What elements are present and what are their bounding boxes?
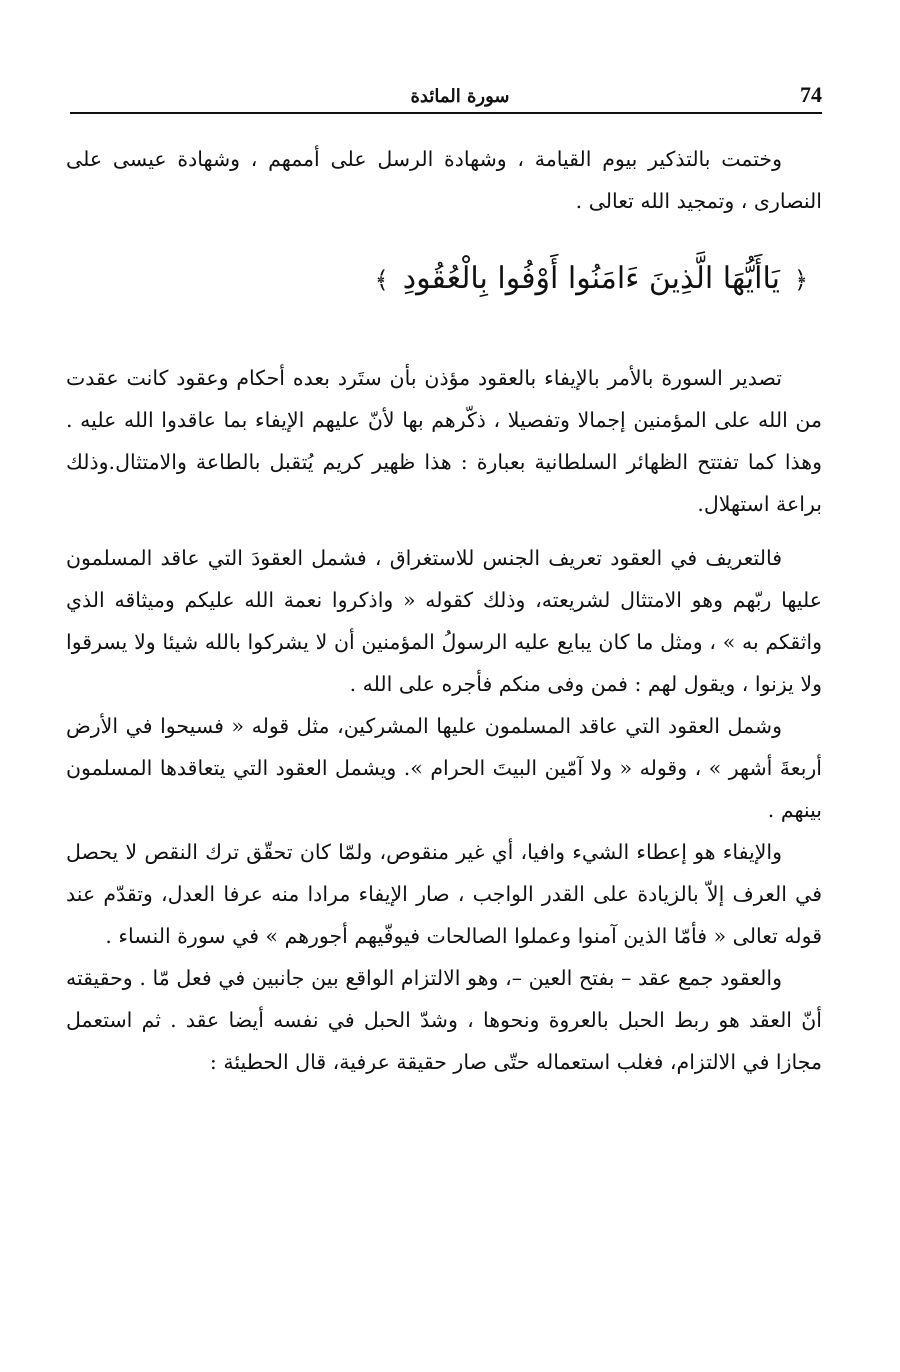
paragraph: والعقود جمع عقد – بفتح العين –، وهو الالتزام الواقع بين جانبين في فعل مّا . وحقيقته أنّ العقد هو ربط الحبل بالعروة ونحوها ، وشدّ الحبل في نفسه أيضا عقد . ثم استعمل مجازا في الالتزام، فغلب استعماله حتّى صار حقيقة عرفية، قال الحطيئة : [66, 966, 822, 1074]
verse-close-bracket: ﴾ [374, 266, 389, 294]
quran-verse [66, 254, 822, 305]
paragraph: تصدير السورة بالأمر بالإيفاء بالعقود مؤذن بأن ستَرد بعده أحكام وعقود كانت عقدت من الله على المؤمنين إجمالا وتفصيلا ، ذكّرهم بها لأنّ عليهم الإيفاء بما عاقدوا الله عليه . وهذا كما تفتتح الظهائر السلطانية بعبارة : هذا ظهير كريم يُتقبل بالطاعة والامتثال.وذلك براعة استهلال. [66, 366, 822, 516]
page-number: 74 [800, 82, 822, 107]
page-header [70, 80, 822, 114]
page-body [66, 138, 822, 1083]
running-title: سورة المائدة [410, 86, 510, 107]
paragraph: والإيفاء هو إعطاء الشيء وافيا، أي غير منقوص، ولمّا كان تحقّق ترك النقص لا يحصل في العرف إلاّ بالزيادة على القدر الواجب ، صار الإيفاء مرادا منه عرفا العدل، وتقدّم عند قوله تعالى « فأمّا الذين آمنوا وعملوا الصالحات فيوفّيهم أجورهم » في سورة النساء . [66, 840, 822, 948]
verse-text: يَاأَيُّهَا الَّذِينَ ءَامَنُوا أَوْفُوا بِالْعُقُودِ [402, 261, 780, 296]
intro-paragraph: وختمت بالتذكير بيوم القيامة ، وشهادة الرسل على أممهم ، وشهادة عيسى على النصارى ، وتمجيد الله تعالى . [66, 147, 822, 213]
verse-open-bracket: ﴿ [793, 266, 808, 294]
paragraph: فالتعريف في العقود تعريف الجنس للاستغراق ، فشمل العقودَ التي عاقد المسلمون عليها ربّهم وهو الامتثال لشريعته، وذلك كقوله « واذكروا نعمة الله عليكم وميثاقه الذي واثقكم به » ، ومثل ما كان يبايع عليه الرسولُ المؤمنين أن لا يشركوا بالله شيئا ولا يسرقوا ولا يزنوا ، ويقول لهم : فمن وفى منكم فأجره على الله . [66, 546, 822, 696]
paragraph: وشمل العقود التي عاقد المسلمون عليها المشركين، مثل قوله « فسيحوا في الأرض أربعةَ أشهر » ، وقوله « ولا آمّين البيتَ الحرام ». ويشمل العقود التي يتعاقدها المسلمون بينهم . [66, 714, 822, 822]
header-rule [70, 112, 822, 114]
